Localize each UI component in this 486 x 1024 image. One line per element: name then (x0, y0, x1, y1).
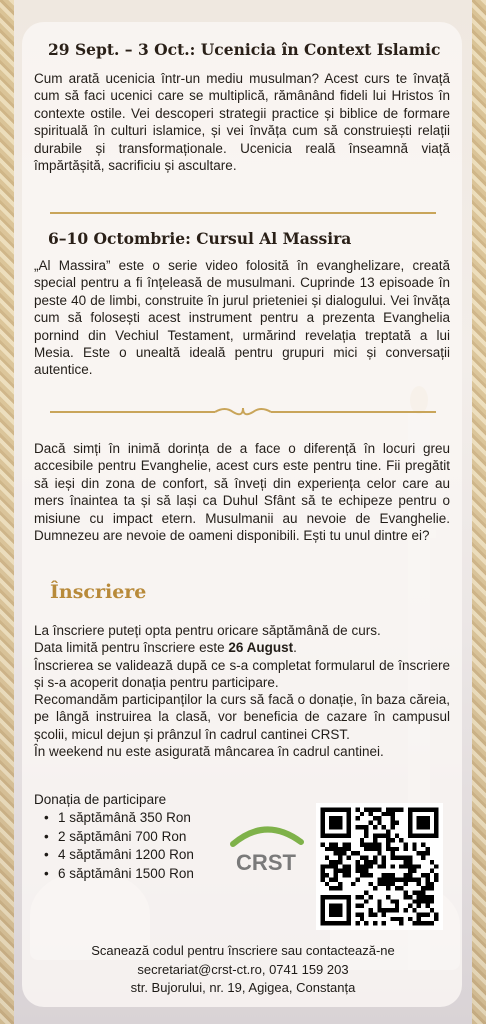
section-body: „Al Massira” este o serie video folosită în evanghelizare, creată special pentru a fi înțeleasă de musulmani. Cuprinde 13 episoade în peste 40 de limbi, construite în jurul prieteniei și dialogului. Vei învăța cum să folosești acest instrument pentru a prezenta Evanghelia pornind din Vechiul Testament, urmărind revelația treptată a lui Mesia. Este o unealtă ideală pentru grupuri mici și conversații autentice. (34, 258, 450, 378)
deadline-date: 26 August (228, 640, 294, 656)
crst-logo (225, 818, 307, 878)
registration-weekend-note: În weekend nu este asigurată mâncarea în cadrul cantinei. (34, 744, 384, 760)
registration-recommendation: Recomandăm participanților la curs să facă o donație, în baza căreia, pe lângă instruirea la clasă, vor beneficia de cazare în campusul școlii, micul dejun și prânzul în cadrul cantinei CRST. (34, 692, 450, 742)
section-title: 29 Sept. – 3 Oct.: Ucenicia în Context Islamic (48, 40, 441, 59)
deadline-prefix: Data limită pentru înscriere este (34, 640, 229, 656)
logo-text: CRST (236, 850, 296, 875)
registration-line: La înscriere puteți opta pentru oricare săptămână de curs. (34, 623, 381, 638)
section-call (34, 440, 450, 544)
footer-contact (0, 942, 486, 998)
donation-list (34, 809, 224, 883)
footer-address: str. Bujorului, nr. 19, Agigea, Constanța (130, 980, 356, 995)
donation-heading: Donația de participare (34, 792, 167, 807)
gold-ornament-divider (50, 404, 436, 420)
footer-email-phone: secretariat@crst-ct.ro, 0741 159 203 (137, 961, 349, 977)
donation-item: • 4 săptămâni 1200 Ron (44, 846, 224, 865)
section-title: 6–10 Octombrie: Cursul Al Massira (48, 229, 352, 248)
registration-deadline (34, 639, 450, 656)
call-body: Dacă simți în inimă dorința de a face o diferență în locuri greu accesibile pentru Evanghelie, acest curs este pentru tine. Fii pregătit să ieși din zona de confort, să înveți din experiența celor care au mers înaintea ta și să lași ca Duhul Sfânt să te echipeze pentru o misiune cu impact etern. Musulmanii au nevoie de Evanghelie. Dumnezeu are nevoie de oameni disponibili. Ești tu unul dintre ei? (34, 441, 450, 544)
section-al-massira (34, 229, 450, 379)
gold-divider (50, 206, 436, 220)
donation-item: • 1 săptămână 350 Ron (44, 809, 224, 828)
registration-info (34, 622, 450, 760)
qr-code[interactable] (316, 803, 443, 930)
registration-heading: Înscriere (50, 581, 147, 603)
section-body: Cum arată ucenicia într-un mediu musulman? Acest curs te învață cum să faci ucenici care se multiplică, rămânând fideli lui Hristos în contexte ostile. Vei descoperi strategii practice și biblice de formare spirituală în culturi islamice, și vei învăța cum să construiești relații durabile și transformaționale. Ucenicia reală înseamnă viață împărtășită, sacrificiu și ascultare. (34, 71, 450, 174)
gold-border-right (472, 0, 486, 1024)
deadline-suffix: . (293, 640, 297, 656)
donation-item: • 6 săptămâni 1500 Ron (44, 865, 224, 884)
registration-validation: Înscrierea se validează după ce s-a completat formularul de înscriere și s-a acoperit donația pentru participare. (34, 657, 450, 690)
donation-block (34, 790, 224, 883)
gold-border-left (0, 0, 14, 1024)
footer-scan-text: Scanează codul pentru înscriere sau contactează-ne (91, 943, 395, 958)
section-discipleship (34, 40, 450, 174)
donation-item: • 2 săptămâni 700 Ron (44, 828, 224, 847)
